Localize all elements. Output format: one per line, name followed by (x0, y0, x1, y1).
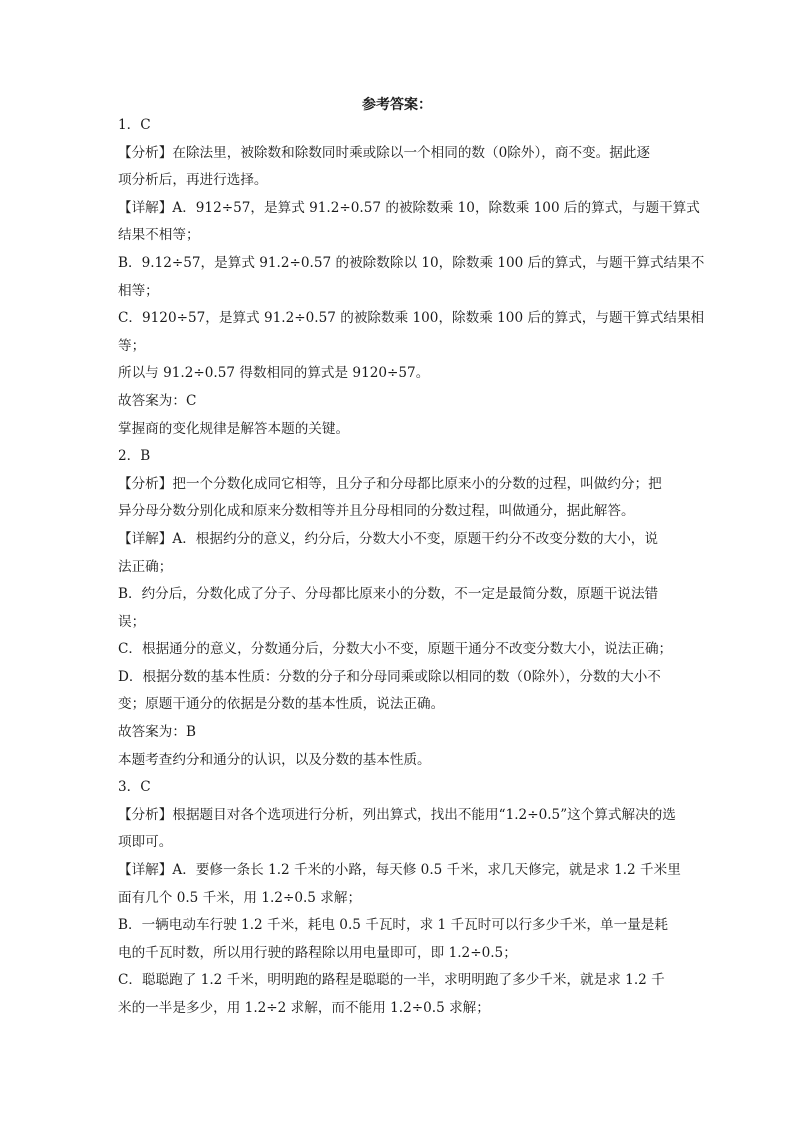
text-line: 【分析】把一个分数化成同它相等，且分子和分母都比原来小的分数的过程，叫做约分；把 (118, 475, 662, 492)
text-line: B．9.12÷57，是算式 91.2÷0.57 的被除数除以 10，除数乘 100 后的算式，与题干算式结果不 (118, 254, 705, 271)
text-line: 故答案为：C (118, 392, 197, 409)
text-line: 【详解】A．根据约分的意义，约分后，分数大小不变，原题干约分不改变分数的大小，说 (118, 530, 658, 547)
text-line: B．一辆电动车行驶 1.2 千米，耗电 0.5 千瓦时，求 1 千瓦时可以行多少千米，单一量是耗 (118, 917, 668, 934)
text-line: 本题考查约分和通分的认识，以及分数的基本性质。 (118, 751, 431, 768)
text-line: 法正确； (118, 558, 173, 575)
text-line: 米的一半是多少，用 1.2÷2 求解，而不能用 1.2÷0.5 求解； (118, 1000, 490, 1016)
text-line: 【分析】根据题目对各个选项进行分析，列出算式，找出不能用“1.2÷0.5”这个算式解决的选 (118, 806, 676, 823)
text-line: 【详解】A．912÷57，是算式 91.2÷0.57 的被除数乘 10，除数乘 100 后的算式，与题干算式 (118, 199, 700, 216)
answer-content (118, 112, 705, 1023)
text-line: 1．C (118, 117, 151, 133)
text-line: C．9120÷57，是算式 91.2÷0.57 的被除数乘 100，除数乘 100 后的算式，与题干算式结果相 (118, 310, 705, 327)
page-title: 参考答案： (362, 97, 432, 113)
text-line: 等； (118, 337, 146, 354)
text-line: C．聪聪跑了 1.2 千米，明明跑的路程是聪聪的一半，求明明跑了多少千米，就是求 1.2 千 (118, 972, 665, 989)
text-line: 结果不相等； (118, 227, 200, 244)
text-line: 误； (118, 613, 146, 630)
text-line: 面有几个 0.5 千米，用 1.2÷0.5 求解； (118, 889, 362, 906)
text-line: 所以与 91.2÷0.57 得数相同的算式是 9120÷57。 (118, 365, 430, 382)
text-line: 项分析后，再进行选择。 (118, 172, 268, 189)
text-line: B．约分后，分数化成了分子、分母都比原来小的分数，不一定是最简分数，原题干说法错 (118, 586, 659, 603)
text-line: 故答案为：B (118, 724, 196, 741)
text-line: 变；原题干通分的依据是分数的基本性质，说法正确。 (118, 696, 445, 713)
text-line: 3．C (118, 779, 151, 796)
text-line: 异分母分数分别化成和原来分数相等并且分母相同的分数过程，叫做通分，据此解答。 (118, 503, 635, 520)
text-line: C．根据通分的意义，分数通分后，分数大小不变，原题干通分不改变分数大小，说法正确； (118, 641, 673, 658)
text-line: 电的千瓦时数，所以用行驶的路程除以用电量即可，即 1.2÷0.5； (118, 944, 517, 961)
text-line: 项即可。 (118, 834, 173, 851)
text-line: D．根据分数的基本性质：分数的分子和分母同乘或除以相同的数（0除外），分数的大小不 (118, 668, 661, 685)
text-line: 相等； (118, 282, 159, 299)
text-line: 掌握商的变化规律是解答本题的关键。 (118, 420, 350, 437)
text-line: 【详解】A．要修一条长 1.2 千米的小路，每天修 0.5 千米，求几天修完，就是求 1.2 千米里 (118, 862, 681, 879)
text-line: 2．B (118, 448, 151, 465)
text-line: 【分析】在除法里，被除数和除数同时乘或除以一个相同的数（0除外），商不变。据此逐 (118, 144, 651, 161)
